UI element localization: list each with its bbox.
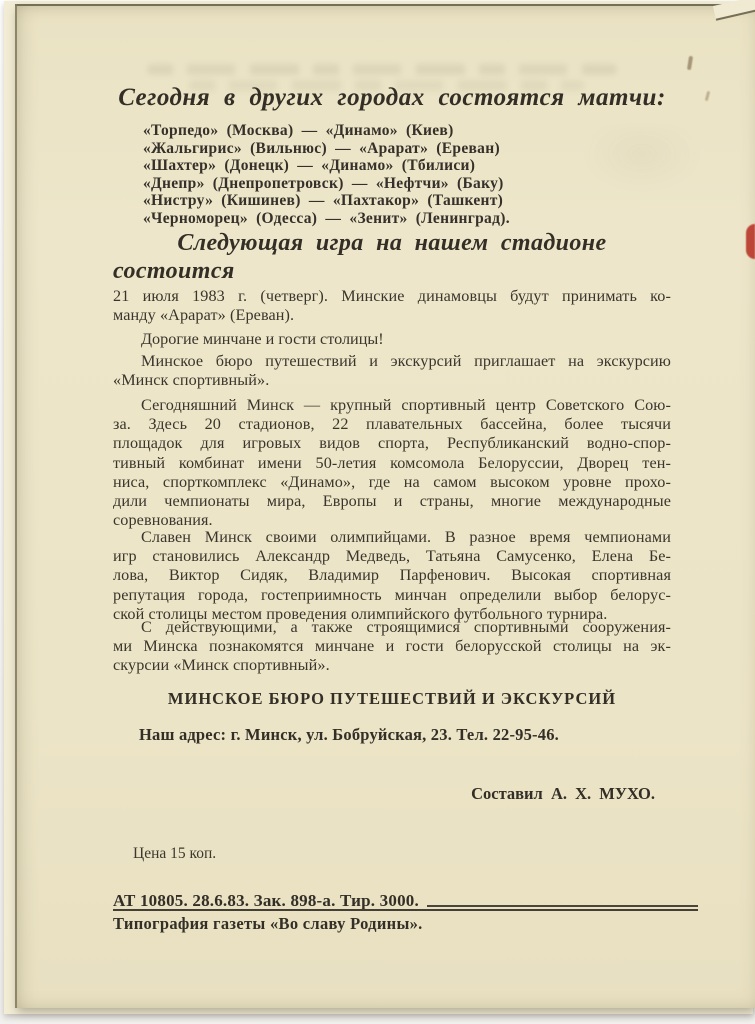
text-line: дили чемпионаты мира, Европы и страны, многие международные <box>113 492 671 511</box>
ink-bleedthrough-row <box>147 64 617 75</box>
imprint-text: АТ 10805. 28.6.83. Зак. 898-а. Тир. 3000. <box>113 891 419 910</box>
invitation-paragraph <box>113 352 671 390</box>
text-line: «Шахтер» (Донецк) — «Динамо» (Тбилиси) <box>143 157 476 175</box>
pencil-mark <box>705 91 710 101</box>
next-game-heading <box>113 230 671 285</box>
text-line: «Жальгирис» (Вильнюс) — «Арарат» (Ереван) <box>143 139 500 157</box>
text-line: лова, Виктор Сидяк, Владимир Парфенович. Высокая спортивная <box>113 566 671 585</box>
text-line: «Торпедо» (Москва) — «Динамо» (Киев) <box>143 122 454 139</box>
printer-line: Типография газеты «Во славу Родины». <box>113 909 698 934</box>
text-line: соревнования. <box>113 511 213 530</box>
minsk-sport-paragraph <box>113 396 671 530</box>
pencil-mark <box>687 56 693 70</box>
text-line: состоится <box>113 257 235 284</box>
price-line: Цена 15 коп. <box>133 845 217 862</box>
text-line: «Днепр» (Днепропетровск) — «Нефтчи» (Баку) <box>143 174 504 192</box>
imprint-line <box>113 891 698 911</box>
text-line: 21 июля 1983 г. (четверг). Минские динамовцы будут принимать ко- <box>113 287 671 305</box>
text-line: С действующими, а также строящимися спортивными сооружения- <box>141 618 671 636</box>
imprint-rule <box>427 905 698 907</box>
programme-back-page <box>17 6 755 1008</box>
text-line: репутация города, гостеприимность минчан определили выбор белорус- <box>113 585 671 604</box>
red-ink-mark <box>746 224 755 259</box>
text-line: «Нистру» (Кишинев) — «Пахтакор» (Ташкент) <box>143 192 504 210</box>
bureau-name-heading: МИНСКОЕ БЮРО ПУТЕШЕСТВИЙ И ЭКСКУРСИЙ <box>167 689 617 708</box>
next-game-paragraph <box>113 287 671 325</box>
greeting-line: Дорогие минчане и гости столицы! <box>141 330 384 348</box>
match-list <box>143 122 623 228</box>
olympians-paragraph <box>113 528 671 624</box>
text-line: ниса, спорткомплекс «Динамо», где на самом высоком уровне прохо- <box>113 472 671 491</box>
text-line: ми Минска познакомятся минчане и гости белорусской столицы на эк- <box>113 637 671 656</box>
text-line: Славен Минск своими олимпийцами. В разное время чемпионами <box>141 528 671 546</box>
text-line: Минское бюро путешествий и экскурсий приглашает на экскурсию <box>141 352 671 370</box>
text-line: скурсии «Минск спортивный». <box>113 656 330 675</box>
text-line: «Черноморец» (Одесса) — «Зенит» (Ленинград). <box>143 209 510 227</box>
text-line: тивный комбинат имени 50-летия комсомола Белоруссии, Дворец тен- <box>113 453 671 472</box>
text-line: игр становились Александр Медведь, Татьяна Самусенко, Елена Бе- <box>113 547 671 566</box>
text-line: «Минск спортивный». <box>113 371 270 390</box>
bureau-address-line: Наш адрес: г. Минск, ул. Бобруйская, 23. Тел. 22-95-46. <box>139 725 559 744</box>
text-line: Следующая игра на нашем стадионе <box>177 230 607 256</box>
text-line: за. Здесь 20 стадионов, 22 плавательных бассейна, более тысячи <box>113 415 671 434</box>
text-line: Сегодняшний Минск — крупный спортивный центр Советского Сою- <box>141 396 671 414</box>
composed-by-line: Составил А. Х. МУХО. <box>471 784 655 803</box>
text-line: ской столицы местом проведения олимпийского футбольного турнира. <box>113 604 608 623</box>
text-line: манду «Арарат» (Ереван). <box>113 306 295 325</box>
page-title: Сегодня в других городах состоятся матчи: <box>118 84 666 111</box>
text-line: площадок для игровых видов спорта, Республиканский водно-спор- <box>113 434 671 453</box>
excursion-paragraph <box>113 618 671 676</box>
